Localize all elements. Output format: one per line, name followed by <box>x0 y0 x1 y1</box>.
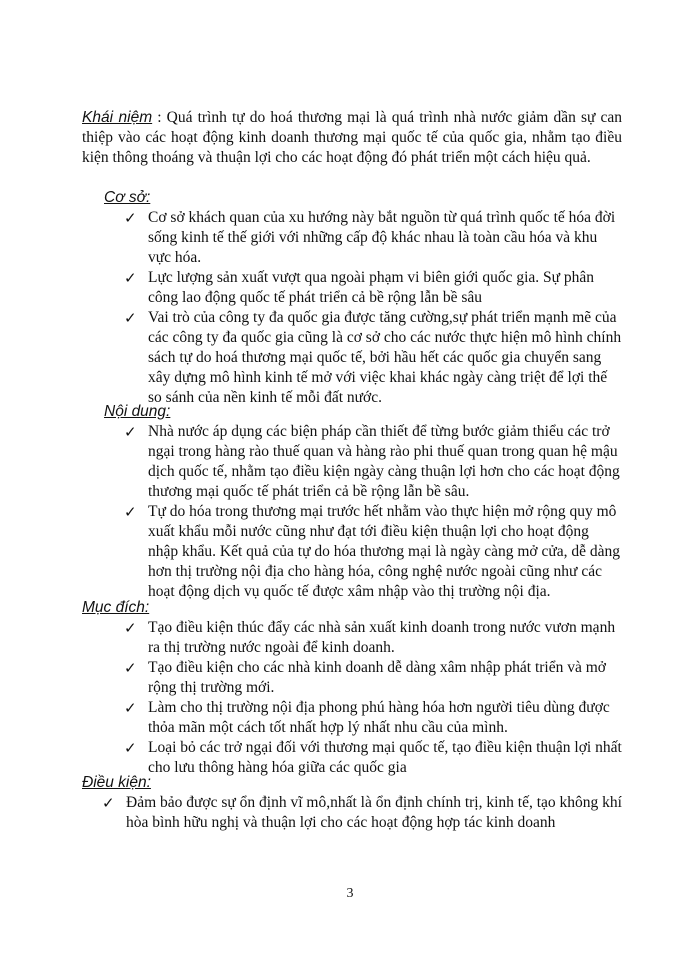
checkmark-icon: ✓ <box>124 739 137 757</box>
checkmark-icon: ✓ <box>124 269 137 287</box>
list-item: ✓ Cơ sở khách quan của xu hướng này bắt nguồn từ quá trình quốc tế hóa đời sống kinh tế thế giới với những cấp độ khác nhau là toàn cầu hóa và khu vực hóa. <box>124 209 616 266</box>
intro-term: Khái niệm <box>82 109 153 126</box>
checkmark-icon: ✓ <box>124 209 137 227</box>
list-item: ✓ Tự do hóa trong thương mại trước hết nhằm vào thực hiện mở rộng quy mô xuất khẩu mỗi nước cũng như đạt tới điều kiện thuận lợi cho hoạt động nhập khẩu. Kết quả của tự do hóa thương mại là ngày càng mở cửa, dễ dàng hơn thị trường nội địa cho hàng hóa, công nghệ nước ngoài cũng như các hoạt động dịch vụ quốc tế được xâm nhập vào thị trường nội địa. <box>124 503 621 600</box>
list-item: ✓ Tạo điều kiện cho các nhà kinh doanh dễ dàng xâm nhập phát triển và mở rộng thị trường mới. <box>124 659 606 696</box>
checkmark-icon: ✓ <box>124 699 137 717</box>
intro-text: : Quá trình tự do hoá thương mại là quá trình nhà nước giảm dần sự can thiệp vào các hoạt động kinh doanh thương mại quốc tế của quốc gia, nhằm tạo điều kiện thông thoáng và thuận lợi cho các hoạt động đó phát triển một cách hiệu quả. <box>82 109 622 166</box>
section-heading-noi-dung: Nội dung: <box>104 403 171 420</box>
checkmark-icon: ✓ <box>124 309 137 327</box>
list-item: ✓ Tạo điều kiện thúc đẩy các nhà sản xuất kinh doanh trong nước vươn mạnh ra thị trường nước ngoài để kinh doanh. <box>124 619 616 656</box>
dieu-kien-list <box>102 793 622 833</box>
section-heading-co-so: Cơ sở: <box>104 189 151 206</box>
list-item: ✓ Làm cho thị trường nội địa phong phú hàng hóa hơn người tiêu dùng được thỏa mãn một cách tốt nhất hợp lý nhất nhu cầu của mình. <box>124 699 610 736</box>
checkmark-icon: ✓ <box>102 794 115 812</box>
section-heading-muc-dich: Mục đích: <box>82 599 150 616</box>
list-item: ✓ Đảm bảo được sự ổn định vĩ mô,nhất là ổn định chính trị, kinh tế, tạo không khí hòa bình hữu nghị và thuận lợi cho các hoạt động hợp tác kinh doanh <box>102 794 622 831</box>
checkmark-icon: ✓ <box>124 503 137 521</box>
muc-dich-list <box>124 618 622 778</box>
checkmark-icon: ✓ <box>124 619 137 637</box>
noi-dung-list <box>124 422 622 602</box>
checkmark-icon: ✓ <box>124 423 137 441</box>
list-item: ✓ Loại bỏ các trở ngại đối với thương mại quốc tế, tạo điều kiện thuận lợi nhất cho lưu thông hàng hóa giữa các quốc gia <box>124 739 622 776</box>
intro-paragraph <box>82 108 622 168</box>
list-item: ✓ Nhà nước áp dụng các biện pháp cần thiết để từng bước giảm thiểu các trở ngại trong hàng rào thuế quan và hàng rào phi thuế quan trong quan hệ mậu dịch quốc tế, nhằm tạo điều kiện ngày càng thuận lợi hơn cho các hoạt động thương mại quốc tế phát triển cả bề rộng lẫn bề sâu. <box>124 423 620 500</box>
list-item: ✓ Vai trò của công ty đa quốc gia được tăng cường,sự phát triển mạnh mẽ của các công ty đa quốc gia cũng là cơ sở cho các nước thực hiện mô hình chính sách tự do hoá thương mại quốc tế, bởi hầu hết các quốc gia chuyển sang xây dựng mô hình kinh tế mở với việc khai khác ngày càng triệt để lợi thế so sánh của nền kinh tế mỗi đất nước. <box>124 309 622 406</box>
checkmark-icon: ✓ <box>124 659 137 677</box>
co-so-list <box>124 208 622 408</box>
page-number: 3 <box>346 886 354 901</box>
list-item: ✓ Lực lượng sản xuất vượt qua ngoài phạm vi biên giới quốc gia. Sự phân công lao động quốc tế phát triển cả bề rộng lẫn bề sâu <box>124 269 595 306</box>
section-heading-dieu-kien: Điều kiện: <box>82 774 151 791</box>
